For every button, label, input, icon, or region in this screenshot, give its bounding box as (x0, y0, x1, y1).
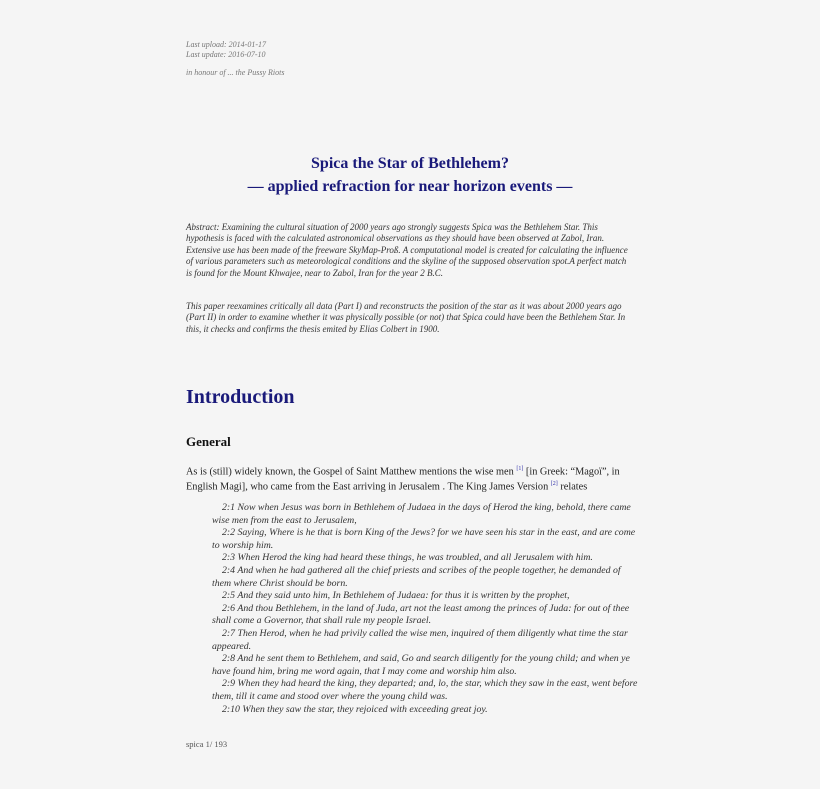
intro-paragraph (186, 463, 646, 494)
subsection-heading-general: General (186, 434, 231, 449)
verse: 2:7 Then Herod, when he had privily called the wise men, inquired of them diligently what time the star appeared. (212, 627, 628, 652)
document-meta (186, 40, 284, 78)
verse: 2:2 Saying, Where is he that is born King of the Jews? for we have seen his star in the east, and are come to worship him. (212, 527, 636, 551)
verse: 2:4 And when he had gathered all the chief priests and scribes of the people together, he demanded of them where Christ should be born. (212, 564, 621, 589)
verse: 2:10 When they saw the star, they rejoiced with exceeding great joy. (222, 703, 488, 715)
verse: 2:9 When they had heard the king, they departed; and, lo, the star, which they saw in the east, went before them, till it came and stood over where the young child was. (212, 678, 638, 702)
section-heading-introduction: Introduction (186, 386, 295, 408)
verse: 2:6 And thou Bethlehem, in the land of Juda, art not the least among the princes of Juda: for out of thee shall come a Governor, that shall rule my people Israel. (212, 602, 630, 627)
title-line-2: — applied refraction for near horizon events — (247, 178, 573, 195)
bible-quote (212, 502, 642, 716)
intro-text-1: As is (still) widely known, the Gospel of Saint Matthew mentions the wise men (186, 466, 517, 478)
last-upload: Last upload: 2014-01-17 (186, 40, 266, 49)
intro-text-3: relates (557, 481, 588, 493)
footnote-ref-2[interactable]: [2] (550, 481, 558, 488)
abstract-paragraph-1: Abstract: Examining the cultural situation of 2000 years ago strongly suggests Spica was the Bethlehem Star. This hypothesis is faced with the calculated astronomical observations as they should have been observed at Zabol, Iran. Extensive use has been made of the freeware SkyMap-Proß. A computational model is created for calculating the influence of various parameters such as meteorological conditions and the skyline of the supposed observation spot.A perfect match is found for the Mount Khwajee, near to Zabol, Iran for the year 2 B.C. (186, 222, 628, 278)
last-update: Last update: 2016-07-10 (186, 50, 266, 59)
verse: 2:8 And he sent them to Bethlehem, and said, Go and search diligently for the young child; and when ye have found him, bring me word again, that I may come and worship him also. (212, 653, 630, 677)
dedication: in honour of ... the Pussy Riots (186, 68, 285, 77)
intro-text-2: [in Greek: “Magoï”, in English Magi], who came from the East arriving in Jerusalem . The King James Version (186, 466, 620, 493)
abstract-paragraph-2: This paper reexamines critically all data (Part I) and reconstructs the position of the star as it was about 2000 years ago (Part II) in order to examine whether it was physically possible (or not) that Spica could have been the Bethlehem Star. In this, it checks and confirms the thesis emited by Elias Colbert in 1900. (186, 301, 626, 334)
verse: 2:1 Now when Jesus was born in Bethlehem of Judaea in the days of Herod the king, behold, there came wise men from the east to Jerusalem, (212, 502, 631, 526)
title-line-1: Spica the Star of Bethlehem? (311, 155, 509, 172)
paper-title (0, 152, 820, 198)
verse: 2:5 And they said unto him, In Bethlehem of Judaea: for thus it is written by the prophet, (222, 590, 570, 602)
footnote-ref-1[interactable]: [1] (516, 466, 524, 472)
page-footer: spica 1/ 193 (186, 739, 228, 749)
verse: 2:3 When Herod the king had heard these things, he was troubled, and all Jerusalem with him. (222, 552, 593, 564)
